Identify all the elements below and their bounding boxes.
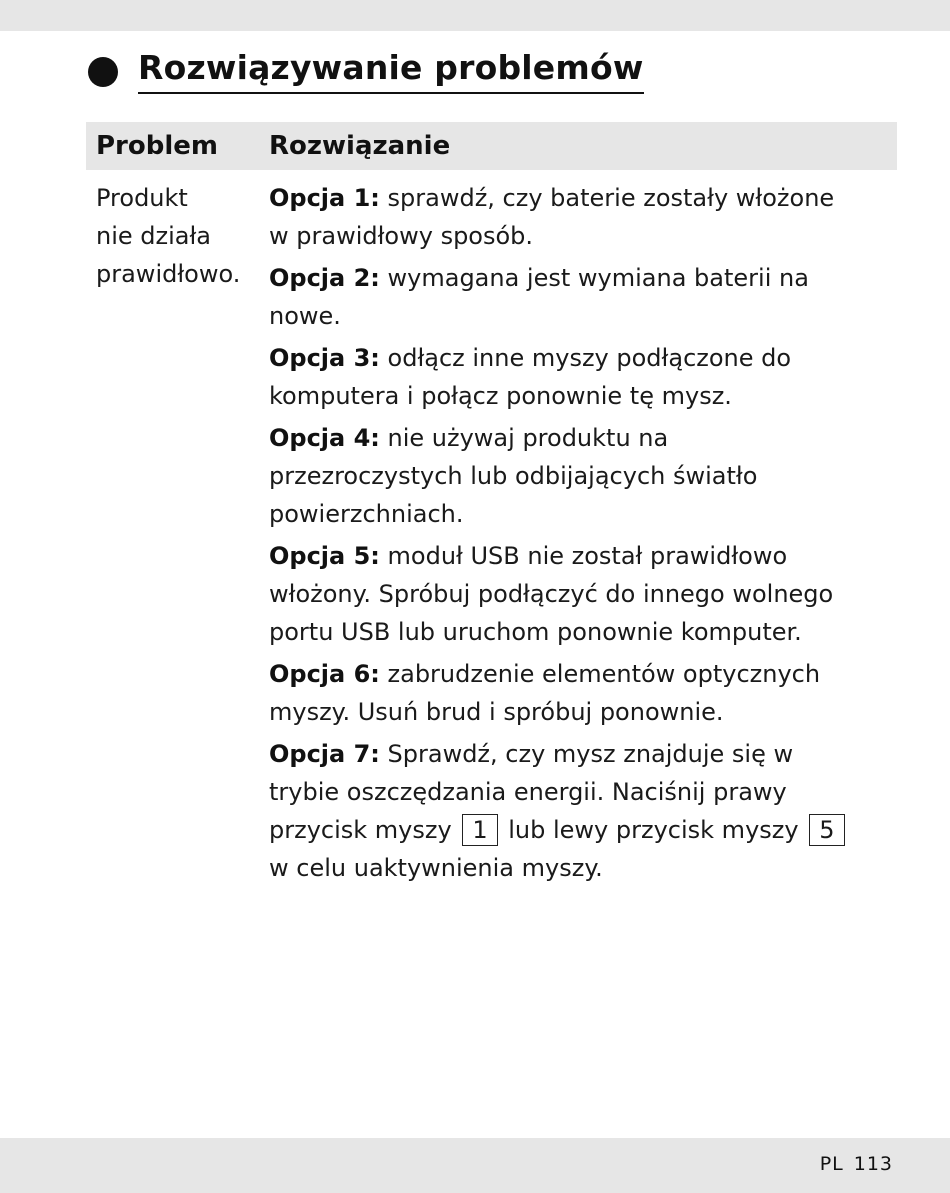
option-label: Opcja 1: bbox=[269, 184, 380, 212]
option-text: sprawdź, czy baterie zostały włożone bbox=[379, 184, 835, 212]
option-text: myszy. Usuń brud i spróbuj ponownie. bbox=[269, 698, 724, 726]
option-text: trybie oszczędzania energii. Naciśnij prawy bbox=[269, 778, 787, 806]
option-6 bbox=[269, 655, 897, 731]
reference-box-1: 1 bbox=[462, 814, 497, 846]
option-2 bbox=[269, 259, 897, 335]
option-text: portu USB lub uruchom ponownie komputer. bbox=[269, 618, 802, 646]
option-text: włożony. Spróbuj podłączyć do innego wolnego bbox=[269, 580, 834, 608]
reference-box-5: 5 bbox=[809, 814, 844, 846]
option-4 bbox=[269, 419, 897, 533]
column-header-solution: Rozwiązanie bbox=[269, 131, 451, 161]
option-label: Opcja 6: bbox=[269, 660, 380, 688]
language-code: PL bbox=[819, 1153, 844, 1175]
option-text: zabrudzenie elementów optycznych bbox=[379, 660, 821, 688]
option-label: Opcja 7: bbox=[269, 740, 380, 768]
option-7 bbox=[269, 735, 897, 887]
option-text: przezroczystych lub odbijających światło bbox=[269, 462, 758, 490]
option-1 bbox=[269, 179, 897, 255]
bottom-band bbox=[0, 1138, 950, 1193]
option-text: nowe. bbox=[269, 302, 341, 330]
option-label: Opcja 5: bbox=[269, 542, 380, 570]
option-text: odłącz inne myszy podłączone do bbox=[379, 344, 792, 372]
problem-line: prawidłowo. bbox=[96, 260, 241, 288]
option-label: Opcja 3: bbox=[269, 344, 380, 372]
table-header bbox=[86, 122, 897, 170]
problem-line: Produkt bbox=[96, 184, 188, 212]
option-label: Opcja 4: bbox=[269, 424, 380, 452]
option-text: powierzchniach. bbox=[269, 500, 464, 528]
problem-line: nie działa bbox=[96, 222, 212, 250]
option-text: wymagana jest wymiana baterii na bbox=[379, 264, 809, 292]
option-text: komputera i połącz ponownie tę mysz. bbox=[269, 382, 732, 410]
option-3 bbox=[269, 339, 897, 415]
top-band bbox=[0, 0, 950, 31]
option-5 bbox=[269, 537, 897, 651]
page-number bbox=[820, 1153, 893, 1175]
option-text: lub lewy przycisk myszy bbox=[508, 816, 799, 844]
option-label: Opcja 2: bbox=[269, 264, 380, 292]
problem-cell bbox=[96, 179, 266, 293]
option-text: w prawidłowy sposób. bbox=[269, 222, 534, 250]
page-title: Rozwiązywanie problemów bbox=[138, 48, 644, 94]
option-text: nie używaj produktu na bbox=[379, 424, 669, 452]
option-text: w celu uaktywnienia myszy. bbox=[269, 854, 603, 882]
option-text: moduł USB nie został prawidłowo bbox=[379, 542, 788, 570]
solution-cell bbox=[269, 179, 897, 891]
option-text: przycisk myszy bbox=[269, 816, 452, 844]
bullet-icon bbox=[88, 57, 118, 87]
option-text: Sprawdź, czy mysz znajduje się w bbox=[379, 740, 794, 768]
section-heading bbox=[88, 48, 644, 94]
column-header-problem: Problem bbox=[96, 131, 218, 161]
page-num: 113 bbox=[853, 1153, 893, 1175]
